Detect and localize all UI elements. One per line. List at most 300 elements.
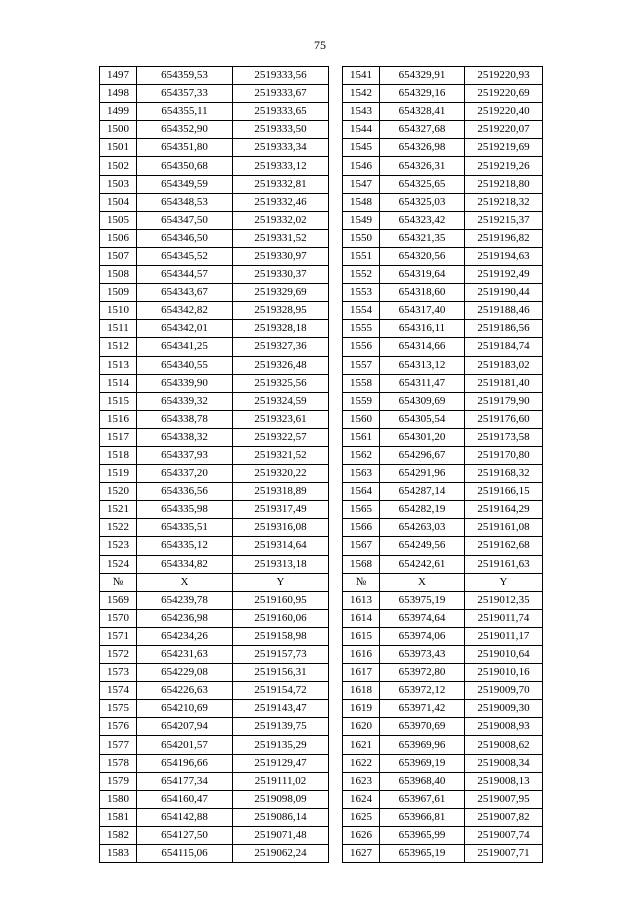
point-number: 1523 bbox=[100, 537, 137, 555]
point-number: 1521 bbox=[100, 501, 137, 519]
point-number: 1514 bbox=[100, 374, 137, 392]
column-gap bbox=[329, 139, 343, 157]
column-gap bbox=[329, 446, 343, 464]
y-coordinate: 2519219,69 bbox=[465, 139, 543, 157]
column-gap bbox=[329, 808, 343, 826]
point-number: 1509 bbox=[100, 284, 137, 302]
x-coordinate: 654339,32 bbox=[137, 392, 233, 410]
header-number: № bbox=[343, 573, 380, 591]
column-gap bbox=[329, 193, 343, 211]
y-coordinate: 2519071,48 bbox=[233, 826, 329, 844]
y-coordinate: 2519062,24 bbox=[233, 845, 329, 863]
x-coordinate: 654207,94 bbox=[137, 718, 233, 736]
y-coordinate: 2519179,90 bbox=[465, 392, 543, 410]
x-coordinate: 653973,43 bbox=[380, 646, 465, 664]
point-number: 1579 bbox=[100, 772, 137, 790]
point-number: 1581 bbox=[100, 808, 137, 826]
x-coordinate: 654323,42 bbox=[380, 211, 465, 229]
column-gap bbox=[329, 465, 343, 483]
x-coordinate: 654347,50 bbox=[137, 211, 233, 229]
x-coordinate: 654318,60 bbox=[380, 284, 465, 302]
y-coordinate: 2519183,02 bbox=[465, 356, 543, 374]
y-coordinate: 2519170,80 bbox=[465, 446, 543, 464]
x-coordinate: 654291,96 bbox=[380, 465, 465, 483]
point-number: 1619 bbox=[343, 700, 380, 718]
column-gap bbox=[329, 302, 343, 320]
x-coordinate: 653970,69 bbox=[380, 718, 465, 736]
point-number: 1624 bbox=[343, 790, 380, 808]
x-coordinate: 654239,78 bbox=[137, 591, 233, 609]
table-row bbox=[100, 537, 543, 555]
x-coordinate: 654319,64 bbox=[380, 266, 465, 284]
header-y: Y bbox=[233, 573, 329, 591]
table-row bbox=[100, 754, 543, 772]
table-row bbox=[100, 700, 543, 718]
y-coordinate: 2519333,65 bbox=[233, 103, 329, 121]
x-coordinate: 654226,63 bbox=[137, 682, 233, 700]
x-coordinate: 654348,53 bbox=[137, 193, 233, 211]
x-coordinate: 654320,56 bbox=[380, 247, 465, 265]
point-number: 1545 bbox=[343, 139, 380, 157]
column-gap bbox=[329, 374, 343, 392]
column-gap bbox=[329, 609, 343, 627]
column-gap bbox=[329, 790, 343, 808]
y-coordinate: 2519011,74 bbox=[465, 609, 543, 627]
point-number: 1516 bbox=[100, 410, 137, 428]
point-number: 1512 bbox=[100, 338, 137, 356]
y-coordinate: 2519330,37 bbox=[233, 266, 329, 284]
point-number: 1549 bbox=[343, 211, 380, 229]
point-number: 1520 bbox=[100, 483, 137, 501]
y-coordinate: 2519325,56 bbox=[233, 374, 329, 392]
y-coordinate: 2519322,57 bbox=[233, 428, 329, 446]
y-coordinate: 2519007,74 bbox=[465, 826, 543, 844]
column-gap bbox=[329, 483, 343, 501]
x-coordinate: 654325,03 bbox=[380, 193, 465, 211]
point-number: 1557 bbox=[343, 356, 380, 374]
point-number: 1582 bbox=[100, 826, 137, 844]
point-number: 1576 bbox=[100, 718, 137, 736]
column-gap bbox=[329, 157, 343, 175]
column-gap bbox=[329, 67, 343, 85]
table-row bbox=[100, 85, 543, 103]
column-gap bbox=[329, 175, 343, 193]
x-coordinate: 654334,82 bbox=[137, 555, 233, 573]
y-coordinate: 2519333,67 bbox=[233, 85, 329, 103]
column-gap bbox=[329, 284, 343, 302]
table-row bbox=[100, 646, 543, 664]
table-row bbox=[100, 664, 543, 682]
y-coordinate: 2519326,48 bbox=[233, 356, 329, 374]
coordinates-table-body bbox=[100, 67, 543, 863]
y-coordinate: 2519160,95 bbox=[233, 591, 329, 609]
y-coordinate: 2519333,56 bbox=[233, 67, 329, 85]
y-coordinate: 2519009,30 bbox=[465, 700, 543, 718]
point-number: 1615 bbox=[343, 627, 380, 645]
column-gap bbox=[329, 718, 343, 736]
y-coordinate: 2519332,46 bbox=[233, 193, 329, 211]
point-number: 1498 bbox=[100, 85, 137, 103]
point-number: 1504 bbox=[100, 193, 137, 211]
header-x: X bbox=[137, 573, 233, 591]
x-coordinate: 653974,64 bbox=[380, 609, 465, 627]
x-coordinate: 654296,67 bbox=[380, 446, 465, 464]
table-row bbox=[100, 266, 543, 284]
x-coordinate: 654314,66 bbox=[380, 338, 465, 356]
y-coordinate: 2519194,63 bbox=[465, 247, 543, 265]
point-number: 1566 bbox=[343, 519, 380, 537]
point-number: 1506 bbox=[100, 229, 137, 247]
point-number: 1617 bbox=[343, 664, 380, 682]
page-number: 75 bbox=[314, 38, 326, 52]
y-coordinate: 2519332,81 bbox=[233, 175, 329, 193]
y-coordinate: 2519196,82 bbox=[465, 229, 543, 247]
table-row bbox=[100, 790, 543, 808]
x-coordinate: 654236,98 bbox=[137, 609, 233, 627]
table-row bbox=[100, 627, 543, 645]
x-coordinate: 654340,55 bbox=[137, 356, 233, 374]
point-number: 1556 bbox=[343, 338, 380, 356]
column-gap bbox=[329, 121, 343, 139]
header-x: X bbox=[380, 573, 465, 591]
y-coordinate: 2519186,56 bbox=[465, 320, 543, 338]
y-coordinate: 2519318,89 bbox=[233, 483, 329, 501]
x-coordinate: 653972,80 bbox=[380, 664, 465, 682]
table-row bbox=[100, 356, 543, 374]
point-number: 1500 bbox=[100, 121, 137, 139]
x-coordinate: 654309,69 bbox=[380, 392, 465, 410]
y-coordinate: 2519010,64 bbox=[465, 646, 543, 664]
x-coordinate: 654352,90 bbox=[137, 121, 233, 139]
column-gap bbox=[329, 410, 343, 428]
column-gap bbox=[329, 428, 343, 446]
point-number: 1627 bbox=[343, 845, 380, 863]
table-row bbox=[100, 609, 543, 627]
point-number: 1541 bbox=[343, 67, 380, 85]
column-gap bbox=[329, 85, 343, 103]
point-number: 1505 bbox=[100, 211, 137, 229]
x-coordinate: 654345,52 bbox=[137, 247, 233, 265]
x-coordinate: 654326,31 bbox=[380, 157, 465, 175]
x-coordinate: 653969,96 bbox=[380, 736, 465, 754]
y-coordinate: 2519173,58 bbox=[465, 428, 543, 446]
x-coordinate: 654341,25 bbox=[137, 338, 233, 356]
x-coordinate: 654201,57 bbox=[137, 736, 233, 754]
table-row bbox=[100, 555, 543, 573]
point-number: 1559 bbox=[343, 392, 380, 410]
point-number: 1613 bbox=[343, 591, 380, 609]
point-number: 1575 bbox=[100, 700, 137, 718]
y-coordinate: 2519008,93 bbox=[465, 718, 543, 736]
x-coordinate: 654357,33 bbox=[137, 85, 233, 103]
x-coordinate: 654313,12 bbox=[380, 356, 465, 374]
point-number: 1551 bbox=[343, 247, 380, 265]
column-gap bbox=[329, 229, 343, 247]
column-gap bbox=[329, 392, 343, 410]
y-coordinate: 2519218,80 bbox=[465, 175, 543, 193]
y-coordinate: 2519162,68 bbox=[465, 537, 543, 555]
point-number: 1510 bbox=[100, 302, 137, 320]
x-coordinate: 654346,50 bbox=[137, 229, 233, 247]
point-number: 1578 bbox=[100, 754, 137, 772]
x-coordinate: 654343,67 bbox=[137, 284, 233, 302]
y-coordinate: 2519156,31 bbox=[233, 664, 329, 682]
y-coordinate: 2519143,47 bbox=[233, 700, 329, 718]
point-number: 1614 bbox=[343, 609, 380, 627]
x-coordinate: 654229,08 bbox=[137, 664, 233, 682]
x-coordinate: 654344,57 bbox=[137, 266, 233, 284]
table-row bbox=[100, 211, 543, 229]
point-number: 1623 bbox=[343, 772, 380, 790]
point-number: 1558 bbox=[343, 374, 380, 392]
x-coordinate: 654338,78 bbox=[137, 410, 233, 428]
column-gap bbox=[329, 700, 343, 718]
y-coordinate: 2519331,52 bbox=[233, 229, 329, 247]
x-coordinate: 654336,56 bbox=[137, 483, 233, 501]
y-coordinate: 2519007,95 bbox=[465, 790, 543, 808]
x-coordinate: 654359,53 bbox=[137, 67, 233, 85]
y-coordinate: 2519161,08 bbox=[465, 519, 543, 537]
point-number: 1568 bbox=[343, 555, 380, 573]
x-coordinate: 653975,19 bbox=[380, 591, 465, 609]
y-coordinate: 2519220,40 bbox=[465, 103, 543, 121]
x-coordinate: 653968,40 bbox=[380, 772, 465, 790]
y-coordinate: 2519160,06 bbox=[233, 609, 329, 627]
point-number: 1622 bbox=[343, 754, 380, 772]
point-number: 1563 bbox=[343, 465, 380, 483]
column-gap bbox=[329, 772, 343, 790]
point-number: 1626 bbox=[343, 826, 380, 844]
y-coordinate: 2519320,22 bbox=[233, 465, 329, 483]
table-row bbox=[100, 284, 543, 302]
x-coordinate: 654342,01 bbox=[137, 320, 233, 338]
table-row bbox=[100, 338, 543, 356]
x-coordinate: 654328,41 bbox=[380, 103, 465, 121]
y-coordinate: 2519010,16 bbox=[465, 664, 543, 682]
table-row bbox=[100, 682, 543, 700]
point-number: 1548 bbox=[343, 193, 380, 211]
x-coordinate: 653969,19 bbox=[380, 754, 465, 772]
point-number: 1497 bbox=[100, 67, 137, 85]
y-coordinate: 2519129,47 bbox=[233, 754, 329, 772]
column-gap bbox=[329, 627, 343, 645]
y-coordinate: 2519220,93 bbox=[465, 67, 543, 85]
table-row bbox=[100, 718, 543, 736]
x-coordinate: 654263,03 bbox=[380, 519, 465, 537]
y-coordinate: 2519158,98 bbox=[233, 627, 329, 645]
point-number: 1543 bbox=[343, 103, 380, 121]
table-row bbox=[100, 121, 543, 139]
point-number: 1573 bbox=[100, 664, 137, 682]
point-number: 1580 bbox=[100, 790, 137, 808]
table-row bbox=[100, 67, 543, 85]
header-y: Y bbox=[465, 573, 543, 591]
column-gap bbox=[329, 338, 343, 356]
column-gap bbox=[329, 736, 343, 754]
point-number: 1552 bbox=[343, 266, 380, 284]
x-coordinate: 654338,32 bbox=[137, 428, 233, 446]
table-row bbox=[100, 410, 543, 428]
point-number: 1547 bbox=[343, 175, 380, 193]
x-coordinate: 654160,47 bbox=[137, 790, 233, 808]
point-number: 1570 bbox=[100, 609, 137, 627]
y-coordinate: 2519139,75 bbox=[233, 718, 329, 736]
table-row bbox=[100, 826, 543, 844]
y-coordinate: 2519328,95 bbox=[233, 302, 329, 320]
table-row bbox=[100, 103, 543, 121]
point-number: 1508 bbox=[100, 266, 137, 284]
column-gap bbox=[329, 555, 343, 573]
x-coordinate: 654349,59 bbox=[137, 175, 233, 193]
x-coordinate: 654335,12 bbox=[137, 537, 233, 555]
x-coordinate: 654301,20 bbox=[380, 428, 465, 446]
point-number: 1564 bbox=[343, 483, 380, 501]
point-number: 1569 bbox=[100, 591, 137, 609]
table-header-row bbox=[100, 573, 543, 591]
point-number: 1542 bbox=[343, 85, 380, 103]
x-coordinate: 654342,82 bbox=[137, 302, 233, 320]
y-coordinate: 2519333,50 bbox=[233, 121, 329, 139]
x-coordinate: 654231,63 bbox=[137, 646, 233, 664]
point-number: 1616 bbox=[343, 646, 380, 664]
x-coordinate: 654316,11 bbox=[380, 320, 465, 338]
y-coordinate: 2519098,09 bbox=[233, 790, 329, 808]
table-row bbox=[100, 501, 543, 519]
x-coordinate: 653967,61 bbox=[380, 790, 465, 808]
x-coordinate: 654350,68 bbox=[137, 157, 233, 175]
table-row bbox=[100, 428, 543, 446]
point-number: 1515 bbox=[100, 392, 137, 410]
table-row bbox=[100, 193, 543, 211]
y-coordinate: 2519220,69 bbox=[465, 85, 543, 103]
table-row bbox=[100, 302, 543, 320]
column-gap bbox=[329, 845, 343, 863]
column-gap bbox=[329, 682, 343, 700]
y-coordinate: 2519190,44 bbox=[465, 284, 543, 302]
x-coordinate: 654142,88 bbox=[137, 808, 233, 826]
y-coordinate: 2519316,08 bbox=[233, 519, 329, 537]
x-coordinate: 654329,16 bbox=[380, 85, 465, 103]
point-number: 1518 bbox=[100, 446, 137, 464]
y-coordinate: 2519333,34 bbox=[233, 139, 329, 157]
y-coordinate: 2519328,18 bbox=[233, 320, 329, 338]
table-row bbox=[100, 519, 543, 537]
y-coordinate: 2519220,07 bbox=[465, 121, 543, 139]
table-row bbox=[100, 591, 543, 609]
column-gap bbox=[329, 211, 343, 229]
y-coordinate: 2519188,46 bbox=[465, 302, 543, 320]
point-number: 1499 bbox=[100, 103, 137, 121]
x-coordinate: 654234,26 bbox=[137, 627, 233, 645]
x-coordinate: 654337,93 bbox=[137, 446, 233, 464]
y-coordinate: 2519215,37 bbox=[465, 211, 543, 229]
point-number: 1567 bbox=[343, 537, 380, 555]
y-coordinate: 2519321,52 bbox=[233, 446, 329, 464]
y-coordinate: 2519327,36 bbox=[233, 338, 329, 356]
y-coordinate: 2519317,49 bbox=[233, 501, 329, 519]
point-number: 1519 bbox=[100, 465, 137, 483]
table-row bbox=[100, 247, 543, 265]
y-coordinate: 2519323,61 bbox=[233, 410, 329, 428]
table-row bbox=[100, 175, 543, 193]
table-row bbox=[100, 374, 543, 392]
point-number: 1577 bbox=[100, 736, 137, 754]
y-coordinate: 2519184,74 bbox=[465, 338, 543, 356]
x-coordinate: 653974,06 bbox=[380, 627, 465, 645]
x-coordinate: 654339,90 bbox=[137, 374, 233, 392]
x-coordinate: 654210,69 bbox=[137, 700, 233, 718]
y-coordinate: 2519329,69 bbox=[233, 284, 329, 302]
y-coordinate: 2519161,63 bbox=[465, 555, 543, 573]
column-gap bbox=[329, 103, 343, 121]
table-row bbox=[100, 157, 543, 175]
x-coordinate: 654335,98 bbox=[137, 501, 233, 519]
x-coordinate: 654329,91 bbox=[380, 67, 465, 85]
table-row bbox=[100, 483, 543, 501]
y-coordinate: 2519009,70 bbox=[465, 682, 543, 700]
y-coordinate: 2519314,64 bbox=[233, 537, 329, 555]
column-gap bbox=[329, 573, 343, 591]
y-coordinate: 2519111,02 bbox=[233, 772, 329, 790]
x-coordinate: 654287,14 bbox=[380, 483, 465, 501]
point-number: 1507 bbox=[100, 247, 137, 265]
y-coordinate: 2519011,17 bbox=[465, 627, 543, 645]
column-gap bbox=[329, 591, 343, 609]
x-coordinate: 654311,47 bbox=[380, 374, 465, 392]
x-coordinate: 654325,65 bbox=[380, 175, 465, 193]
x-coordinate: 654242,61 bbox=[380, 555, 465, 573]
x-coordinate: 654355,11 bbox=[137, 103, 233, 121]
y-coordinate: 2519168,32 bbox=[465, 465, 543, 483]
table-row bbox=[100, 736, 543, 754]
y-coordinate: 2519008,34 bbox=[465, 754, 543, 772]
point-number: 1561 bbox=[343, 428, 380, 446]
point-number: 1574 bbox=[100, 682, 137, 700]
table-row bbox=[100, 845, 543, 863]
y-coordinate: 2519012,35 bbox=[465, 591, 543, 609]
y-coordinate: 2519086,14 bbox=[233, 808, 329, 826]
coordinates-table bbox=[99, 66, 543, 863]
y-coordinate: 2519154,72 bbox=[233, 682, 329, 700]
x-coordinate: 653965,99 bbox=[380, 826, 465, 844]
point-number: 1620 bbox=[343, 718, 380, 736]
point-number: 1560 bbox=[343, 410, 380, 428]
y-coordinate: 2519192,49 bbox=[465, 266, 543, 284]
table-row bbox=[100, 808, 543, 826]
point-number: 1501 bbox=[100, 139, 137, 157]
column-gap bbox=[329, 501, 343, 519]
point-number: 1625 bbox=[343, 808, 380, 826]
x-coordinate: 654127,50 bbox=[137, 826, 233, 844]
x-coordinate: 654337,20 bbox=[137, 465, 233, 483]
x-coordinate: 654321,35 bbox=[380, 229, 465, 247]
table-row bbox=[100, 772, 543, 790]
column-gap bbox=[329, 646, 343, 664]
x-coordinate: 654326,98 bbox=[380, 139, 465, 157]
column-gap bbox=[329, 754, 343, 772]
x-coordinate: 654305,54 bbox=[380, 410, 465, 428]
table-row bbox=[100, 392, 543, 410]
x-coordinate: 654115,06 bbox=[137, 845, 233, 863]
point-number: 1562 bbox=[343, 446, 380, 464]
table-row bbox=[100, 465, 543, 483]
y-coordinate: 2519008,62 bbox=[465, 736, 543, 754]
x-coordinate: 654196,66 bbox=[137, 754, 233, 772]
y-coordinate: 2519007,71 bbox=[465, 845, 543, 863]
y-coordinate: 2519330,97 bbox=[233, 247, 329, 265]
point-number: 1553 bbox=[343, 284, 380, 302]
y-coordinate: 2519135,29 bbox=[233, 736, 329, 754]
